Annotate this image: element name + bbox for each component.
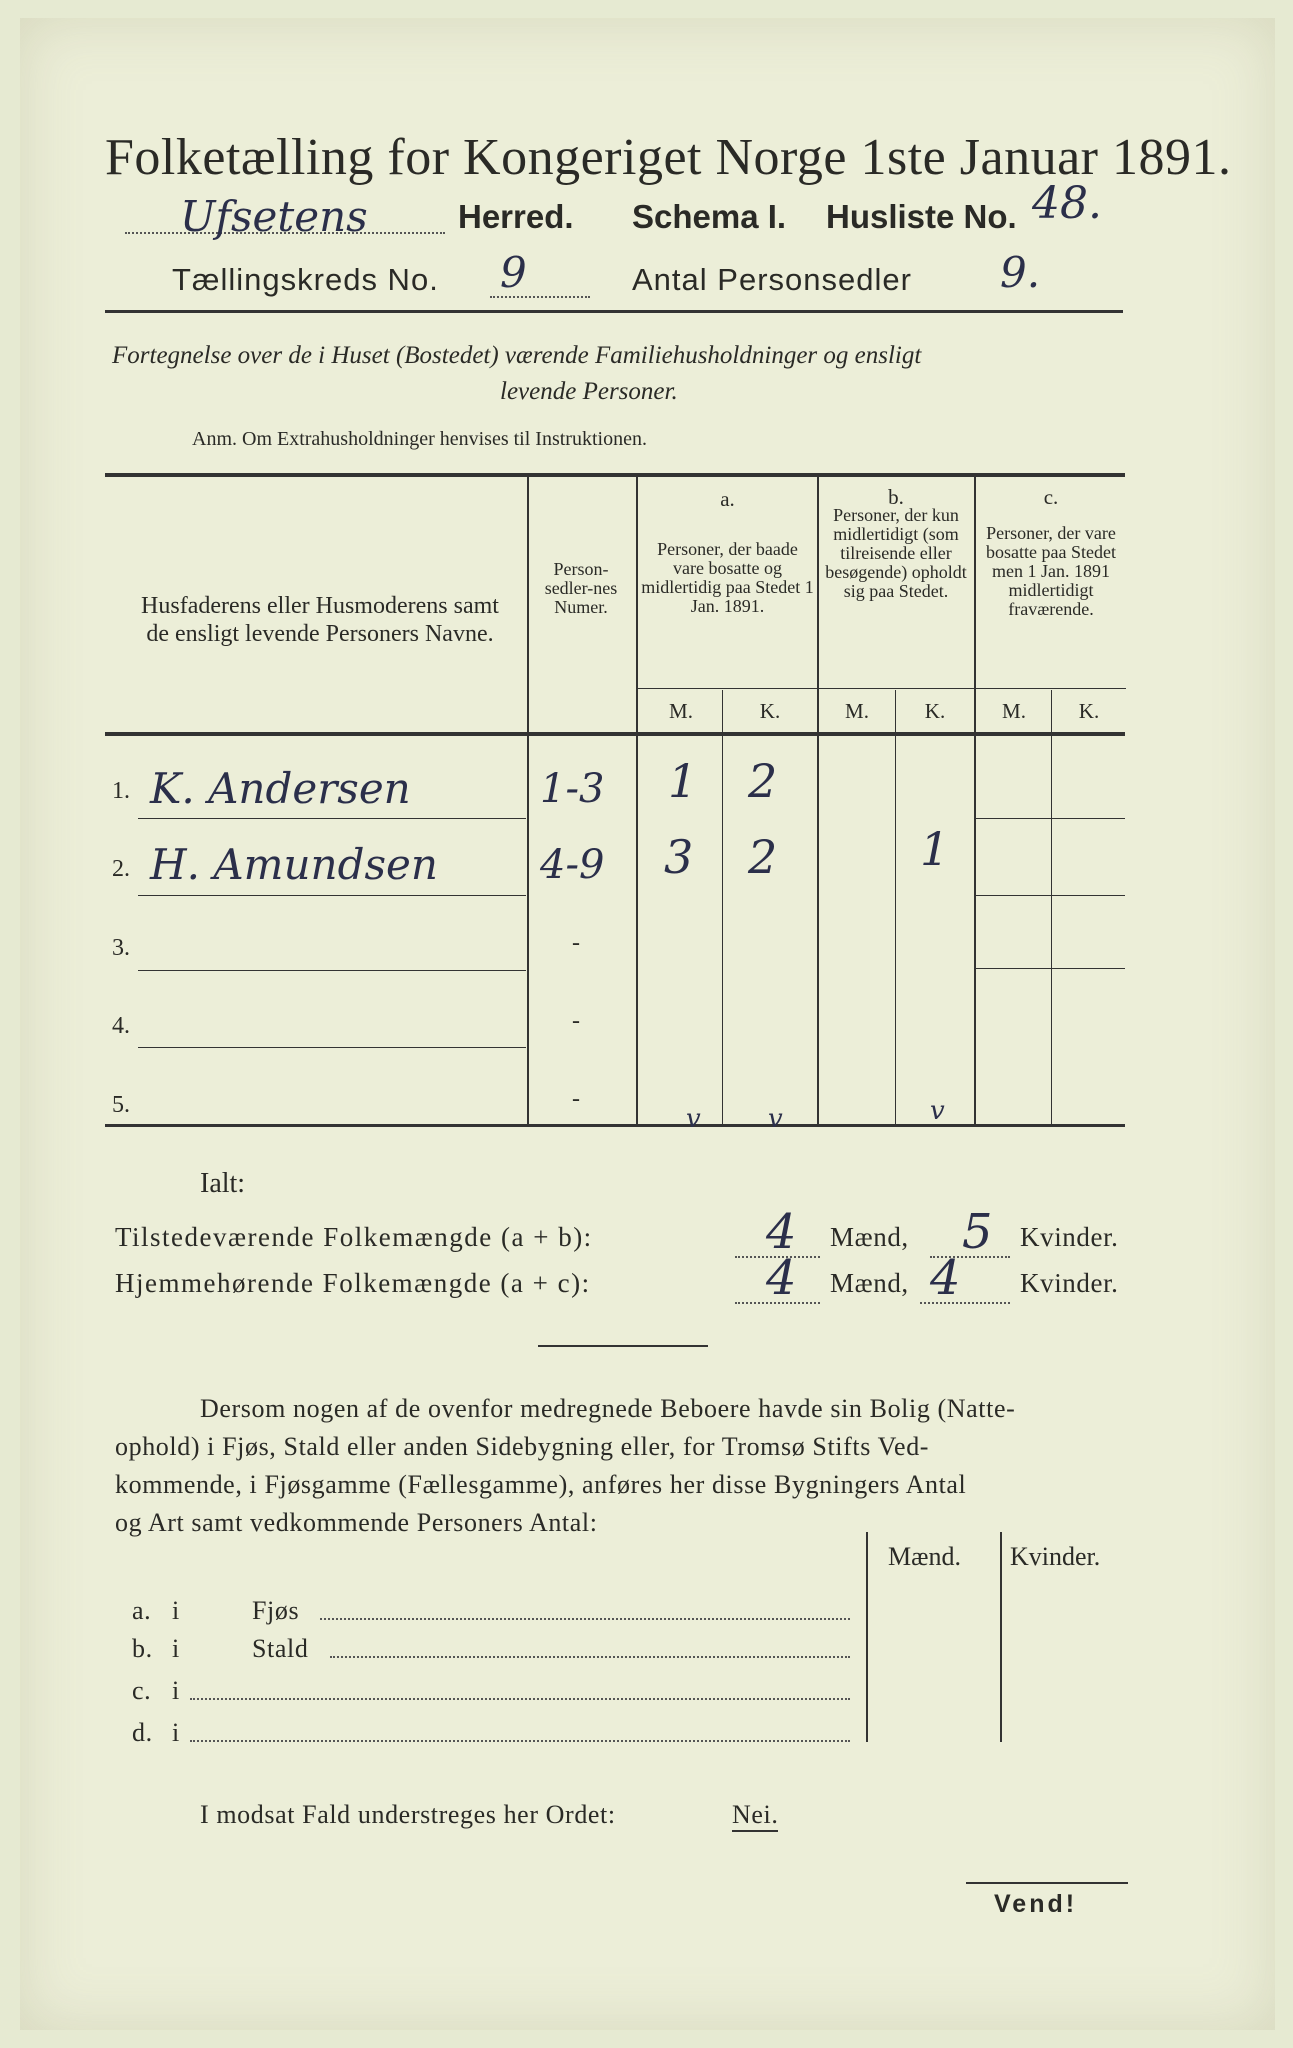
mk-rule: [638, 688, 1126, 689]
building-d-i: i: [172, 1718, 180, 1747]
col-b-header: Personer, der kun midlertidigt (som tilreisende eller besøgende) opholdt sig paa Stedet.: [825, 505, 967, 601]
herred-value: Ufsetens: [180, 192, 368, 241]
hjemme-kvinder-value: 4: [930, 1250, 961, 1306]
separator-rule: [538, 1345, 708, 1347]
col-c-letter: c.: [1043, 485, 1059, 509]
building-c-letter: c.: [132, 1676, 152, 1705]
vline-a-mk: [722, 690, 723, 1124]
paragraph-line1: Dersom nogen af de ovenfor medregnede Beboere havde sin Bolig (Natte-: [200, 1394, 1016, 1423]
kreds-label: Tællingskreds No.: [172, 262, 439, 297]
paragraph-line2: ophold) i Fjøs, Stald eller anden Sidebygning eller, for Tromsø Stifts Ved-: [115, 1432, 930, 1461]
form-title: Folketælling for Kongeriget Norge 1ste Januar 1891.: [105, 129, 1232, 186]
row-1-numer: 1-3: [540, 766, 605, 812]
header-rule: [105, 310, 1123, 313]
row-1-number: 1.: [112, 778, 130, 804]
vline-b-mk: [895, 690, 896, 1124]
col-numer-header: Person-sedler-nes Numer.: [544, 559, 618, 617]
row-5-numer: -: [572, 1086, 580, 1112]
tilstede-maend-value: 4: [766, 1204, 797, 1260]
modsat-word: Nei.: [732, 1800, 778, 1832]
col-a-letter: a.: [720, 487, 735, 511]
row-5-number: 5.: [112, 1092, 130, 1118]
tilstede-maend-label: Mænd,: [830, 1222, 909, 1252]
vline-numer: [527, 477, 529, 1124]
b-m-header: M.: [845, 699, 869, 723]
building-b-i: i: [172, 1634, 180, 1663]
col-b-letter: b.: [888, 485, 904, 509]
col-a-header: Personer, der baade vare bosatte og midlertidig paa Stedet 1 Jan. 1891.: [641, 539, 814, 616]
husliste-value: 48.: [1032, 178, 1102, 229]
row-4-number: 4.: [112, 1013, 130, 1039]
row-2-name: H. Amundsen: [150, 840, 438, 889]
tilstede-label: Tilstedeværende Folkemængde (a + b):: [115, 1222, 593, 1252]
kreds-dots: [490, 296, 590, 298]
antal-label: Antal Personsedler: [632, 262, 912, 297]
subtitle-line2: levende Personer.: [500, 378, 678, 405]
hjemme-label: Hjemmehørende Folkemængde (a + c):: [115, 1268, 591, 1298]
herred-field: [105, 192, 445, 241]
building-a-name: Fjøs: [252, 1596, 300, 1625]
kreds-value: 9: [500, 248, 527, 297]
paragraph-line3: kommende, i Fjøsgamme (Fællesgamme), anføres her disse Bygningers Antal: [115, 1470, 967, 1499]
row-2-a-k: 2: [748, 830, 778, 884]
hjemme-kvinder-label: Kvinder.: [1020, 1268, 1119, 1298]
checkmark-a-k: v: [768, 1104, 783, 1134]
c-k-header: K.: [1078, 699, 1100, 723]
b-k-header: K.: [924, 699, 946, 723]
building-a-i: i: [172, 1596, 180, 1625]
tilstede-kvinder-label: Kvinder.: [1020, 1222, 1119, 1252]
col-c-header: Personer, der vare bosatte paa Stedet men 1 Jan. 1891 midlertidigt fraværende.: [986, 523, 1116, 619]
a-m-header: M.: [669, 699, 693, 723]
modsat-text: I modsat Fald understreges her Ordet:: [200, 1800, 616, 1829]
table-header-rule: [105, 732, 1125, 736]
row-2-numer: 4-9: [540, 842, 605, 888]
row-2-b-k: 1: [920, 822, 950, 876]
husliste-label: Husliste No.: [826, 198, 1017, 235]
row-2-a-m: 3: [664, 830, 694, 884]
row-2-number: 2.: [112, 856, 130, 882]
table-top-rule: [105, 473, 1125, 477]
subtitle-line1: Fortegnelse over de i Huset (Bostedet) værende Familiehusholdninger og ensligt: [112, 342, 922, 369]
checkmark-b-k: v: [930, 1096, 945, 1126]
table-bottom-rule: [105, 1124, 1125, 1127]
checkmark-a-m: v: [686, 1104, 701, 1134]
buildings-kvinder-header: Kvinder.: [1010, 1542, 1101, 1571]
ialt-label: Ialt:: [200, 1168, 246, 1199]
col-names-header: Husfaderens eller Husmoderens samt de ensligt levende Personers Navne.: [141, 593, 499, 647]
a-k-header: K.: [759, 699, 781, 723]
row-1-a-m: 1: [668, 754, 698, 808]
buildings-maend-header: Mænd.: [888, 1542, 961, 1571]
c-m-header: M.: [1002, 699, 1026, 723]
hjemme-maend-value: 4: [766, 1250, 797, 1306]
schema-label: Schema I.: [632, 198, 787, 235]
hjemme-maend-label: Mænd,: [830, 1268, 909, 1298]
vline-a: [636, 477, 638, 1124]
census-form: [20, 18, 1275, 2030]
vline-c-mk: [1051, 690, 1052, 1124]
vline-b: [817, 477, 819, 1124]
row-1-name: K. Andersen: [150, 764, 411, 813]
row-3-numer: -: [572, 930, 580, 956]
herred-label: Herred.: [458, 198, 574, 235]
paragraph-line4: og Art samt vedkommende Personers Antal:: [115, 1508, 598, 1537]
antal-value: 9.: [1000, 248, 1041, 297]
row-4-numer: -: [572, 1008, 580, 1034]
vend-label: Vend!: [994, 1890, 1078, 1918]
anm-note: Anm. Om Extrahusholdninger henvises til Instruktionen.: [192, 428, 647, 450]
building-b-name: Stald: [252, 1634, 309, 1663]
building-a-letter: a.: [132, 1596, 152, 1625]
row-1-a-k: 2: [748, 754, 778, 808]
building-d-letter: d.: [132, 1718, 153, 1747]
building-b-letter: b.: [132, 1634, 153, 1663]
vline-c: [974, 477, 976, 1124]
row-3-number: 3.: [112, 935, 130, 961]
tilstede-kvinder-value: 5: [962, 1204, 993, 1260]
building-c-i: i: [172, 1676, 180, 1705]
